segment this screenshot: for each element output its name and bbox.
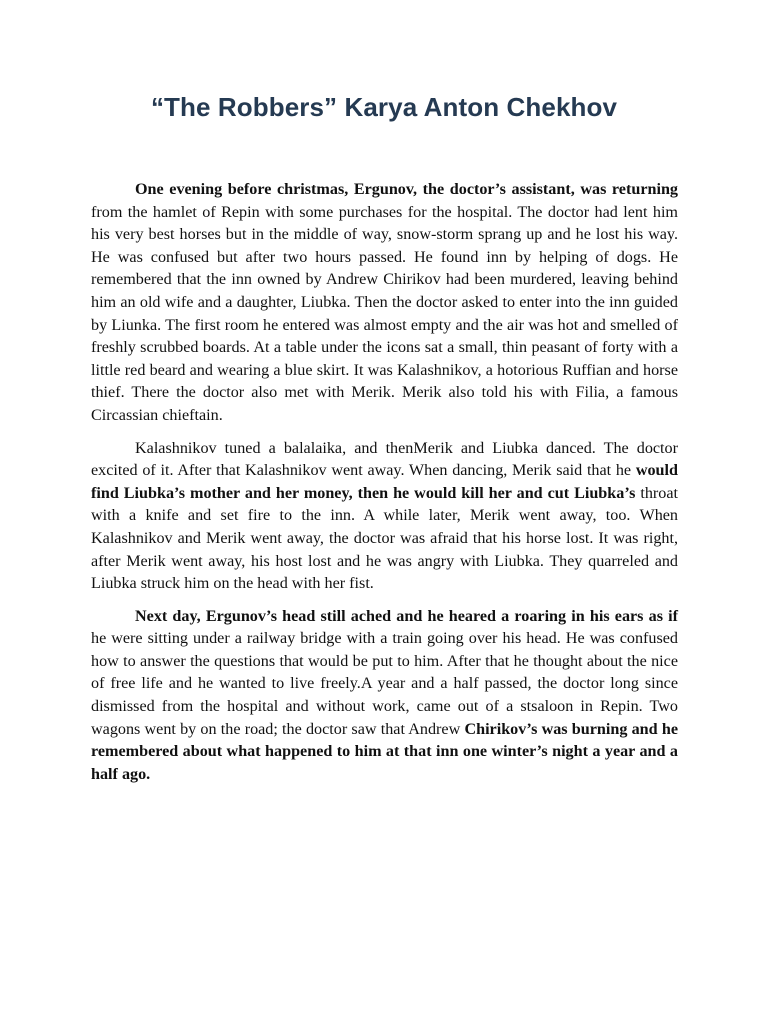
paragraph-3-bold-start: Next day, Ergunov’s head still ached and he heared a roaring in his ears as if — [135, 607, 678, 625]
paragraph-3-bold-end: Chirikov’s was burning and he remembered about what happened to him at that inn one winter’s night a year and a half ago. — [91, 720, 678, 783]
paragraph-2-bold-mid: would find Liubka’s mother and her money, then he would kill her and cut Liubka’s — [91, 462, 678, 502]
paragraph-2-text-after: throat with a knife and set fire to the inn. A while later, Merik went away, too. When Kalashnikov and Merik went away, the doctor was afraid that his horse lost. It was right, after Merik went away, his host lost and he was angry with Liubka. They quarreled and Liubka struck him on the head with her fist. — [91, 484, 678, 593]
document-title: “The Robbers” Karya Anton Chekhov — [150, 92, 618, 122]
paragraph-1-bold-start: One evening before christmas, Ergunov, the doctor’s assistant, was returning — [135, 181, 678, 198]
paragraph-3 — [91, 606, 678, 787]
paragraph-2-text-before: Kalashnikov tuned a balalaika, and thenMerik and Liubka danced. The doctor excited of it. After that Kalashnikov went away. When dancing, Merik said that he — [91, 439, 678, 480]
paragraph-1 — [91, 179, 678, 428]
document-body — [91, 179, 678, 786]
paragraph-1-text: from the hamlet of Repin with some purchases for the hospital. The doctor had lent him his very best horses but in the middle of way, snow-storm sprang up and he lost his way. He was confused but after two hours passed. He found inn by helping of dogs. He remembered that the inn owned by Andrew Chirikov had been murdered, leaving behind him an old wife and a daughter, Liubka. Then the doctor asked to enter into the inn guided by Liunka. The first room he entered was almost empty and the air was hot and smelled of freshly scrubbed boards. At a table under the icons sat a small, thin peasant of forty with a little red beard and wearing a blue skirt. It was Kalashnikov, a hotorious Ruffian and horse thief. There the doctor also met with Merik. Merik also told his with Filia, a famous Circassian chieftain. — [91, 203, 678, 424]
paragraph-2 — [91, 438, 678, 596]
paragraph-3-text: he were sitting under a railway bridge with a train going over his head. He was confused how to answer the questions that would be put to him. After that he thought about the nice of free life and he wanted to live freely.A year and a half passed, the doctor long since dismissed from the hospital and without work, came out of a stsaloon in Repin. Two wagons went by on the road; the doctor saw that Andrew — [91, 630, 678, 738]
